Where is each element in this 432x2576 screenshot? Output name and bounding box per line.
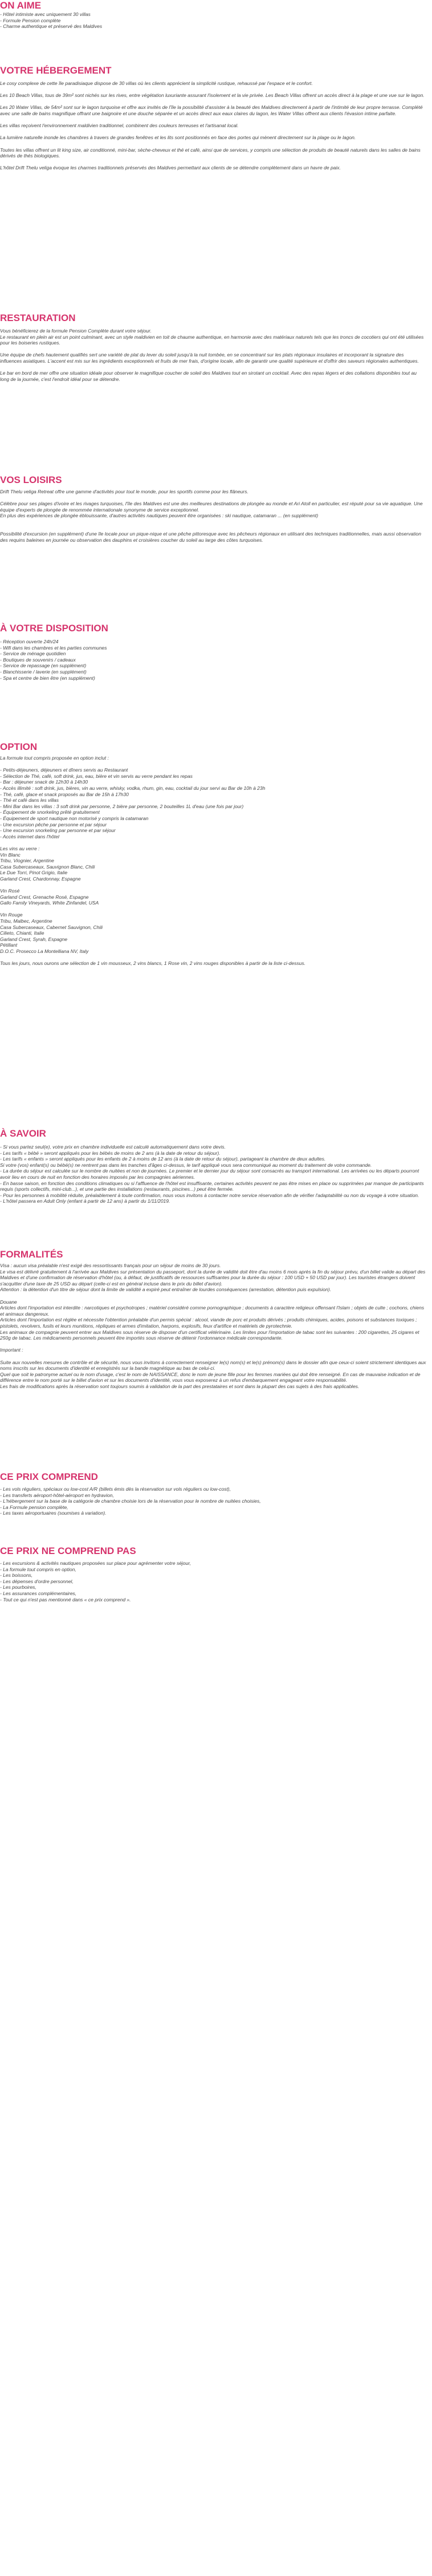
paragraph: L'hôtel Drift Thelu veliga évoque les charmes traditionnels préservés des Maldives permettant aux clients de se détendre complètement dans un havre de paix. <box>0 165 341 171</box>
list-item: - L'hébergement sur la base de la catégorie de chambre choisie lors de la réservation pour le nombre de nuitées choisies, <box>0 1498 261 1504</box>
list-item: - La Formule pension complète, <box>0 1504 68 1510</box>
paragraph: Visa : aucun visa préalable n'est exigé des ressortissants français pour un séjour de moins de 30 jours. Le visa est délivré gratuitement à l'arrivée aux Maldives sur présentation du passeport, dont la durée de validité doit être d'au moins 6 mois après la fin du séjour prévu, d'un billet valide au départ des Maldives et d'une confirmation de réservation d'hôtel (ou, à défaut, de justificatifs de ressources suffisantes pour la durée du séjour : 100 USD + 50 USD par jour). Les touristes étrangers doivent s'acquitter d'une taxe de 25 USD au départ (celle-ci est en général incluse dans le prix du billet d'avion). Attention : la détention d'un titre de séjour dont la limite de validité a expiré peut entraîner de lourdes conséquences (arrestation, détention puis expulsion). <box>0 1263 426 1293</box>
list-item: - L'hôtel passera en Adult Only (enfant à partir de 12 ans) à partir du 1/11/2019. <box>0 1198 170 1204</box>
paragraph: Suite aux nouvelles mesures de contrôle et de sécurité, nous vous invitons à correctement renseigner le(s) nom(s) et le(s) prénom(s) dans le dossier afin que ceux-ci soient strictement identiques aux noms inscrits sur les documents d'identité et enregistrés sur la bande magnétique au bas de celui-ci. Quel que soit le patronyme actuel ou le nom d'usage, c'est le nom de NAISSANCE, donc le nom de jeune fille pour les femmes mariées qui doit être renseigné. En cas de mauvaise indication et de différence entre le nom porté sur le billet d'avion et sur les documents d'identité, vous vous exposerez à un refus d'embarquement engageant votre responsabilité. Les frais de modifications après la réservation sont toujours soumis à validation de la part des prestataires et sont dans la plupart des cas sujets à des frais applicables. <box>0 1359 426 1389</box>
list-item: - La formule tout compris en option, <box>0 1566 76 1572</box>
wine-item: Gallo Family Vineyards, White Zinfandel, USA <box>0 900 99 906</box>
list-item: - Service de ménage quotidien <box>0 651 66 657</box>
list-item: - Réception ouverte 24h/24 <box>0 639 59 644</box>
paragraph: Vous bénéficierez de la formule Pension Complète durant votre séjour. Le restaurant en plein air est un point culminant, avec un style maldivien en toit de chaume authentique, en harmonie avec des matériaux naturels tels que les troncs de cocotiers qui ont été utilisées pour les boiseries rustiques. <box>0 328 424 346</box>
section-title: CE PRIX COMPREND <box>0 1471 98 1482</box>
paragraph: Les 10 Beach Villas, tous de 39m² sont nichés sur les rives, entre végétation luxuriante assurant l'isolement et la vie privée. Les Beach Villas offrent un accès direct à la plage et une vue sur le lagon. <box>0 92 425 99</box>
section-title: CE PRIX NE COMPREND PAS <box>0 1545 136 1556</box>
section-disposition <box>0 623 432 681</box>
list-item: - Petits-déjeuners, déjeuners et dîners servis au Restaurant <box>0 767 128 773</box>
section-title: RESTAURATION <box>0 313 76 323</box>
list-item: - La durée du séjour est calculée sur le nombre de nuitées et non de journées. Le premier et le dernier jour du séjour sont consacrés au transport international. Les arrivées ou les départs pourront avoir lieu en cours de nuit en fonction des horaires imposés par les compagnies aériennes. <box>0 1168 419 1180</box>
list-item: - Pour les personnes à mobilité réduite, préalablement à toute confirmation, nous vous invitons à contacter notre service réservation afin de vérifier l'adaptabilité ou non du voyage à votre situation. <box>0 1192 419 1198</box>
wine-item: Vin Rouge <box>0 912 23 918</box>
wine-item: Garland Crest, Chardonnay, Espagne <box>0 875 81 882</box>
section-formalites <box>0 1249 432 1389</box>
paragraph: Douane Articles dont l'importation est interdite : narcotiques et psychotropes ; matériel considéré comme pornographique ; documents à caractère religieux offensant l'Islam ; objets de culte ; cochons, chiens et animaux dangereux. Articles dont l'importation est réglée et nécessite l'obtention préalable d'un permis spécial : alcool, viande de porc et produits dérivés ; produits chimiques, acides, poisons et substances toxiques ; pistolets, revolvers, fusils et leurs munitions, répliques et armes d'imitation, harpons, explosifs, feux d'artifice et matériels de pyrotechnie. Les animaux de compagnie peuvent entrer aux Maldives sous réserve de disposer d'un certificat vétérinaire. Les limites pour l'importation de tabac sont les suivantes : 200 cigarettes, 25 cigares et 250g de tabac. Les médicaments personnels peuvent être importés sous réserve de détenir l'ordonnance médicale correspondante. <box>0 1299 425 1341</box>
list-item: - Mini Bar dans les villas : 3 soft drink par personne, 2 bière par personne, 2 bouteilles 1L d'eau (une fois par jour) <box>0 803 244 809</box>
list-item: - Formule Pension complète <box>0 17 61 23</box>
list-item: - Spa et centre de bien être (en supplément) <box>0 675 95 681</box>
list-item: - Boutiques de souvenirs / cadeaux <box>0 656 76 663</box>
list-item: - Service de repassage (en supplément) <box>0 663 87 669</box>
paragraph: Célèbre pour ses plages d'ivoire et les rivages turquoises, l'île des Maldives est une des meilleures destinations de plongée au monde et Ari Atoll en particulier, est réputé pour sa vie aquatique. Une équipe d'experts de plongée de renommée internationale synonyme de service exceptionnel. En plus des expériences de plongée éblouissante, d'autres activités nautiques peuvent être organisées : ski nautique, catamaran ... (en supplément) <box>0 501 423 519</box>
list-item: - Les assurances complémentaires, <box>0 1590 77 1596</box>
paragraph: Le cosy complexe de cette île paradisiaque dispose de 30 villas où les clients apprécient la simplicité rustique, rehaussé par l'espace et le confort. <box>0 80 313 86</box>
wine-item: D.O.C. Prosecco La Montelliana NV, Italy <box>0 948 89 954</box>
section-prix-comprend <box>0 1471 432 1516</box>
list-item: - Charme authentique et préservé des Maldives <box>0 23 103 30</box>
wine-item: Le Due Torri, Pinot Grigio, Italie <box>0 870 68 876</box>
section-title: À SAVOIR <box>0 1128 46 1139</box>
list-item: - Bar : déjeuner snack de 12h30 à 14h30 <box>0 779 88 785</box>
paragraph: Une équipe de chefs hautement qualifiés sert une variété de plat du lever du soleil jusqu'à la nuit tombée, en se concentrant sur les plats régionaux insulaires et incorporant la signature des influences asiatiques. L'accent est mis sur les ingrédients exceptionnels et fruits de mer frais, d'origine locale, afin de garantir une qualité supérieure et d'offrir des saveurs régionales authentiques. <box>0 352 419 364</box>
list-item: - Si vous partez seul(e), votre prix en chambre individuelle est calculé automatiquement dans votre devis. <box>0 1144 226 1150</box>
paragraph: Drift Thelu veliga Retreat offre une gamme d'activités pour tout le monde, pour les sportifs comme pour les flâneurs. <box>0 489 248 494</box>
list-item: - Une excursion pêche par personne et par séjour <box>0 821 107 827</box>
list-item: - Sélection de Thé, café, soft drink, jus, eau, bière et vin servis au verre pendant les repas <box>0 773 193 779</box>
list-item: - Une excursion snorkeling par personne et par séjour <box>0 827 116 834</box>
list-item: - Tout ce qui n'est pas mentionné dans « ce prix comprend ». <box>0 1596 131 1603</box>
wine-item: Garland Crest, Grenache Rosé, Espagne <box>0 894 89 900</box>
section-restauration <box>0 313 432 382</box>
paragraph: Les villas reçoivent l'environnement maldivien traditionnel, combinent des couleurs terreuses et l'artisanat local. <box>0 123 239 129</box>
wine-item: Vin Rosé <box>0 888 20 894</box>
section-title: OPTION <box>0 741 38 752</box>
list-item: - Les taxes aéroportuaires (soumises à variation). <box>0 1510 107 1516</box>
paragraph: Le bar en bord de mer offre une situation idéale pour observer le magnifique coucher de soleil des Maldives tout en sirotant un cocktail. Avec des repas légers et des collations disponibles tout au long de la journée, c'est l'endroit idéal pour se détendre. <box>0 370 417 382</box>
list-item: - Les excursions & activités nautiques proposées sur place pour agrémenter votre séjour, <box>0 1560 191 1566</box>
section-title: VOS LOISIRS <box>0 474 62 485</box>
section-prix-ne-comprend <box>0 1545 432 1603</box>
section-on-aime <box>0 0 432 30</box>
paragraph: Important : <box>0 1347 23 1353</box>
list-item: - Thé, café, glace et snack proposés au Bar de 15h à 17h30 <box>0 791 129 797</box>
list-item: - Équipement de snorkeling prêté gratuitement <box>0 809 100 816</box>
list-item: - Les dépenses d'ordre personnel, <box>0 1578 74 1584</box>
paragraph: La lumière naturelle inonde les chambres à travers de grandes fenêtres et les lits sont positionnés en face des portes qui mènent directement sur la plage ou le lagon. <box>0 135 356 141</box>
list-item: - Équipement de sport nautique non motorisé y compris la catamaran <box>0 815 149 821</box>
list-item: - Les boissons, <box>0 1572 33 1579</box>
list-item: - En basse saison, en fonction des conditions climatiques ou si l'affluence de l'hôtel est insuffisante, certaines activités peuvent ne pas être mises en place ou supprimées par manque de participants requis (sports collectifs, mini-club...), et une partie des installations (restaurants, piscines...) peut être fermée. <box>0 1180 424 1192</box>
paragraph: Toutes les villas offrent un lit king size, air conditionné, mini-bar, sèche-cheveux et thé et café, ainsi que de services, y compris une sélection de produits de beauté naturels dans les salles de bains dérivés de thés biologiques. <box>0 147 421 159</box>
list-item: - Blanchisserie / laverie (en supplément) <box>0 668 87 675</box>
section-title: VOTRE HÉBERGEMENT <box>0 65 112 76</box>
wine-item: Tribu, Viognier, Argentine <box>0 858 54 864</box>
wine-item: Casa Subercaseaux, Sauvignon Blanc, Chili <box>0 863 95 870</box>
section-savoir <box>0 1128 432 1204</box>
list-item: - Hôtel intimiste avec uniquement 30 villas <box>0 11 91 17</box>
wine-item: Casa Subercaseaux, Cabernet Sauvignon, Chili <box>0 924 103 930</box>
option-intro: La formule tout compris proposée en option inclut : <box>0 755 109 761</box>
list-item: - Accès illimité : soft drink, jus, bières, vin au verre, whisky, vodka, rhum, gin, eau, cocktail du jour servi au Bar de 10h à 23h <box>0 785 266 791</box>
wine-item: Garland Crest, Syrah, Espagne <box>0 936 68 942</box>
paragraph: Les 20 Water Villas, de 54m² sont sur le lagon turquoise et offre aux invités de l'île la possibilité d'assister à la beauté des Maldives directement à partir de l'intimité de leur propre terrasse. Complété avec une salle de bains magnifique offrant une baignoire et une douche séparée et un accès direct aux eaux claires du lagon, les Water Villas offrent aux clients l'évasion intime parfaite. <box>0 104 423 116</box>
list-item: - Les tarifs « bébé » seront appliqués pour les bébés de moins de 2 ans (à la date de retour du séjour). <box>0 1150 221 1156</box>
section-loisirs <box>0 474 432 543</box>
paragraph: Possibilité d'excursion (en supplément) d'une île locale pour un pique-nique et une pêche pittoresque avec les pêcheurs régionaux en utilisant des techniques traditionnelles, mais aussi observation des requins baleines en journée ou observation des dauphins et croisières coucher du soleil au large des côtes turquoises. <box>0 531 421 543</box>
section-option <box>0 741 432 967</box>
list-item: Si votre (vos) enfant(s) ou bébé(s) ne rentrent pas dans les tranches d'âges ci-dessus, le tarif appliqué vous sera communiqué au moment du traitement de votre commande. <box>0 1162 372 1168</box>
option-note: Tous les jours, nous ourons une sélection de 1 vin mousseux, 2 vins blancs, 1 Rose vin, 2 vins rouges disponibles à partir de la liste ci-dessus. <box>0 960 305 967</box>
list-item: - Thé et café dans les villas <box>0 797 59 804</box>
wine-item: Vin Blanc <box>0 851 21 858</box>
list-item: - Les transferts aéroport-hôtel-aéroport en hydravion, <box>0 1492 114 1498</box>
list-item: - Les tarifs « enfants » seront appliqués pour les enfants de 2 à moins de 12 ans (à la date de retour du séjour), partageant la chambre de deux adultes. <box>0 1156 326 1162</box>
list-item: - Accès internet dans l'hôtel <box>0 833 59 839</box>
section-title: FORMALITÉS <box>0 1249 63 1260</box>
list-item: - Les vols réguliers, spéciaux ou low-cost A/R (billets émis dès la réservation sur vols réguliers ou low-cost), <box>0 1486 231 1492</box>
wine-item: Cilieto, Chianti, Italie <box>0 930 44 936</box>
wines-title: Les vins au verre : <box>0 845 40 851</box>
wine-item: Pétillant <box>0 942 18 948</box>
section-title: À VOTRE DISPOSITION <box>0 623 108 634</box>
section-hebergement <box>0 65 432 171</box>
list-item: - Les pourboires, <box>0 1584 36 1591</box>
list-item: - Wifi dans les chambres et les parties communes <box>0 644 107 651</box>
wine-item: Tribu, Malbec, Argentine <box>0 918 52 924</box>
section-title: ON AIME <box>0 0 42 11</box>
